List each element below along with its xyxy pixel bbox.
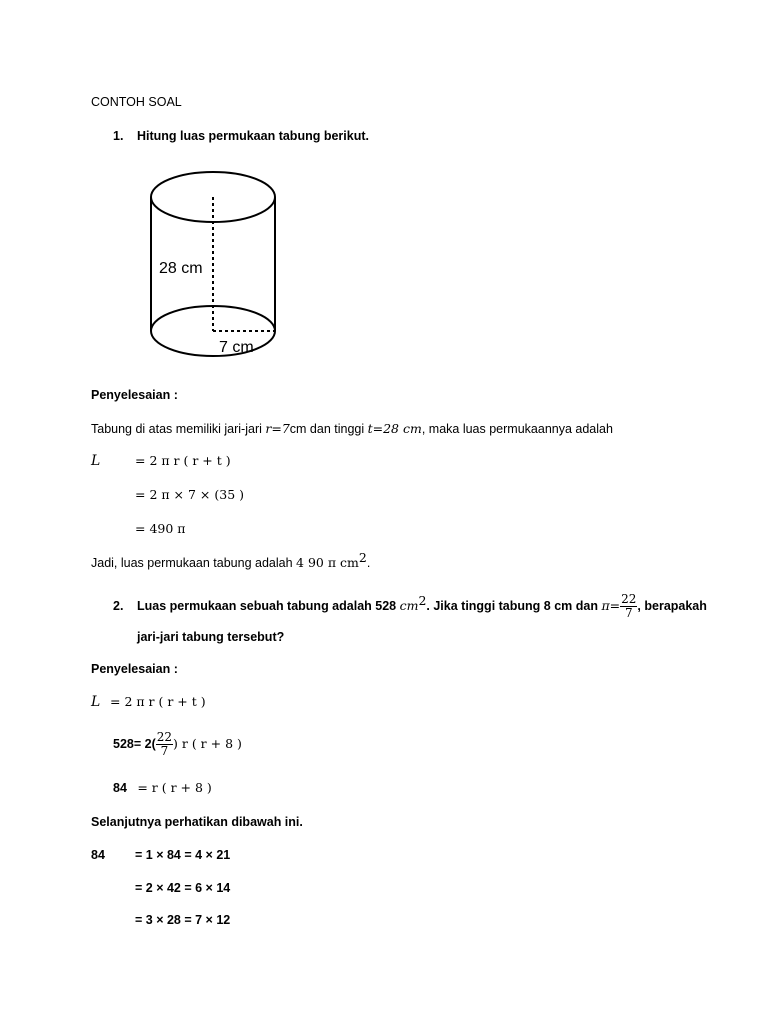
factor-lhs: 84 [91,848,105,862]
factor-line-1: = 1 × 84 = 4 × 21 [135,848,231,862]
solution2-eq2 [113,728,242,760]
problem1-text: Hitung luas permukaan tabung berikut. [137,129,369,143]
solution2-label: Penyelesaian : [91,662,178,676]
problem2-text [137,590,707,622]
height-label: 28 cm [159,260,203,277]
conclusion-value: 4 90 π cm [296,555,359,570]
solution1-line2: = 2 π × 7 × (35 ) [135,487,245,502]
r-expression: r=7 [265,421,290,436]
eq2-fraction [156,731,173,758]
problem2-text-part1: Luas permukaan sebuah tabung adalah 528 [137,599,400,613]
solution1-intro-part3: , maka luas permukaannya adalah [421,422,613,436]
eq2-part-a: = 2( [133,737,156,751]
problem2-text-part3: , berapakah [637,599,707,613]
problem2-number: 2. [113,599,124,613]
eq3-rhs: = r ( r + 8 ) [137,780,212,795]
solution1-line3: = 490 π [135,521,186,536]
problem1-number: 1. [113,129,124,143]
pi-fraction-numerator: 22 [621,592,637,607]
eq3-lhs: 84 [113,781,127,795]
eq2-lhs: 528 [113,737,134,751]
solution1-line1: = 2 π r ( r + t ) [135,453,231,468]
problem2-unit: cm [399,598,419,613]
heading: CONTOH SOAL [91,95,182,109]
solution2-eq1: = 2 π r ( r + t ) [110,694,206,709]
conclusion-end: . [366,556,371,570]
conclusion-exponent: 2 [358,549,367,565]
L-symbol-1: L [91,453,101,469]
problem2-text-part2: . Jika tinggi tabung 8 cm dan [426,599,602,613]
eq2-part-b: ) r ( r + 8 ) [173,736,242,751]
solution2-eq3 [113,780,212,796]
t-expression: t=28 cm [367,421,422,436]
conclusion-text: Jadi, luas permukaan tabung adalah [91,556,297,570]
pi-fraction [620,593,637,620]
solution1-intro-part1: Tabung di atas memiliki jari-jari [91,422,266,436]
L-symbol-2: L [91,694,101,710]
factor-line-3: = 3 × 28 = 7 × 12 [135,913,231,927]
radius-label: 7 cm [219,339,254,356]
pi-fraction-denominator: 7 [624,606,633,621]
factor-line-2: = 2 × 42 = 6 × 14 [135,881,231,895]
solution1-intro-part2: cm dan tinggi [289,422,368,436]
solution1-conclusion [91,549,371,571]
problem2-text-line2: jari-jari tabung tersebut? [137,630,285,644]
solution2-note: Selanjutnya perhatikan dibawah ini. [91,815,303,829]
eq2-fraction-denominator: 7 [160,744,169,759]
eq2-fraction-numerator: 22 [156,730,173,745]
pi-equals: π= [601,598,621,613]
cylinder-figure [140,160,290,370]
solution1-intro [91,421,613,437]
solution1-label: Penyelesaian : [91,388,178,402]
problem2-exponent: 2 [418,592,427,608]
